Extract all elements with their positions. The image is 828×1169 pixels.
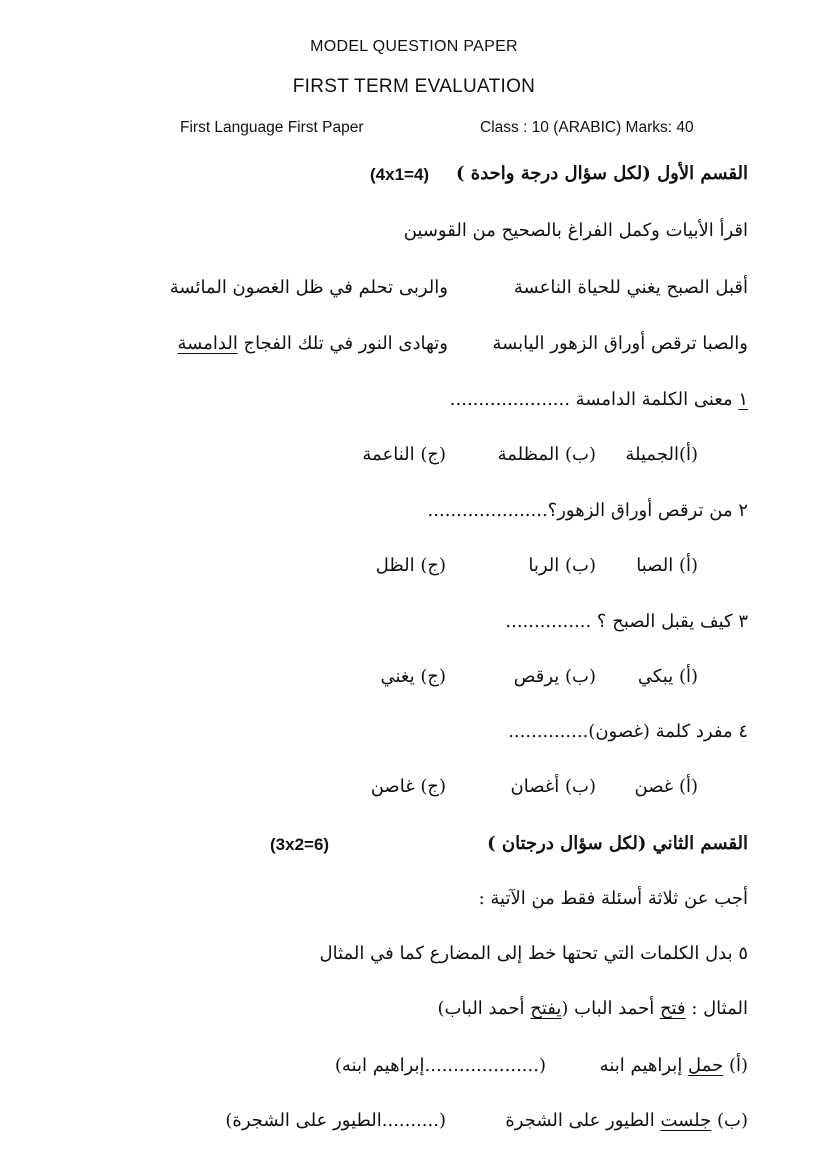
q1-option-a: (أ)الجميلة <box>625 444 698 465</box>
paper-title: MODEL QUESTION PAPER <box>310 38 518 55</box>
question-2 <box>428 500 748 521</box>
section2-instruction: أجب عن ثلاثة أسئلة فقط من الآتية : <box>478 888 748 909</box>
underlined-word: الدامسة <box>177 333 238 354</box>
question-text: من ترقص أوراق الزهور؟..................... <box>427 500 739 521</box>
example-text: أحمد الباب) <box>437 998 531 1019</box>
question-5: ٥ بدل الكلمات التي تحتها خط إلى المضارع كما في المثال <box>319 943 748 964</box>
underlined-word: فتح <box>659 998 686 1019</box>
q3-option-b: (ب) يرقص <box>513 666 596 687</box>
question-number: ٢ <box>738 500 748 521</box>
q1-option-b: (ب) المظلمة <box>497 444 596 465</box>
section2-marks: (3x2=6) <box>270 835 330 854</box>
q3-option-c: (ج) يغني <box>380 666 446 687</box>
item-b-answer[interactable]: (..........الطيور على الشجرة) <box>225 1110 446 1131</box>
poem-line1-right: أقبل الصبح يغني للحياة الناعسة <box>513 277 748 298</box>
q4-option-b: (ب) أغصان <box>510 776 596 797</box>
underlined-word: جلست <box>660 1110 712 1131</box>
underlined-word: حمل <box>688 1055 724 1076</box>
section1-marks: (4x1=4) <box>370 165 430 184</box>
question-number: ١ <box>738 389 748 410</box>
poem-line2-right: والصبا ترقص أوراق الزهور اليابسة <box>492 333 748 354</box>
poem-line1-left: والربى تحلم في ظل الغصون المائسة <box>169 277 448 298</box>
item-text: إبراهيم ابنه <box>599 1055 689 1076</box>
underlined-word: يفتح <box>530 998 562 1019</box>
question-3 <box>505 611 748 632</box>
q3-option-a: (أ) يبكي <box>637 666 698 687</box>
class-marks: Class : 10 (ARABIC) Marks: 40 <box>480 119 694 136</box>
question-number: ٤ <box>738 721 748 742</box>
poem-line2-left <box>178 333 448 354</box>
q2-option-c: (ج) الظل <box>375 555 446 576</box>
q1-option-c: (ج) الناعمة <box>362 444 446 465</box>
item-b <box>505 1110 748 1131</box>
question-4 <box>508 721 748 742</box>
question-number: ٣ <box>738 611 748 632</box>
question-1 <box>450 389 748 410</box>
question-text: كيف يقبل الصبح ؟ ............... <box>505 611 739 632</box>
section2-heading: القسم الثاني (لكل سؤال درجتان ) <box>487 833 748 854</box>
item-a-answer[interactable]: (....................إبراهيم ابنه) <box>334 1055 546 1076</box>
q2-option-a: (أ) الصبا <box>636 555 698 576</box>
section1-heading: القسم الأول (لكل سؤال درجة واحدة ) <box>456 163 748 184</box>
q4-option-c: (ج) غاصن <box>370 776 446 797</box>
item-prefix: (أ) <box>723 1055 748 1076</box>
example-line <box>437 998 748 1019</box>
item-prefix: (ب) <box>711 1110 748 1131</box>
q4-option-a: (أ) غصن <box>634 776 698 797</box>
section1-instruction: اقرأ الأبيات وكمل الفراغ بالصحيح من القوسين <box>403 220 748 241</box>
paper-name: First Language First Paper <box>180 119 364 136</box>
q2-option-b: (ب) الربا <box>528 555 596 576</box>
question-text: مفرد كلمة (غصون).............. <box>508 721 739 742</box>
paper-subtitle: FIRST TERM EVALUATION <box>292 76 536 97</box>
poem-line2-text: وتهادى النور في تلك الفجاج <box>237 333 448 354</box>
item-a <box>600 1055 748 1076</box>
item-text: الطيور على الشجرة <box>505 1110 661 1131</box>
example-text: أحمد الباب ( <box>561 998 660 1019</box>
example-label: المثال : <box>685 998 748 1019</box>
question-text: معنى الكلمة الدامسة ..................... <box>449 389 739 410</box>
